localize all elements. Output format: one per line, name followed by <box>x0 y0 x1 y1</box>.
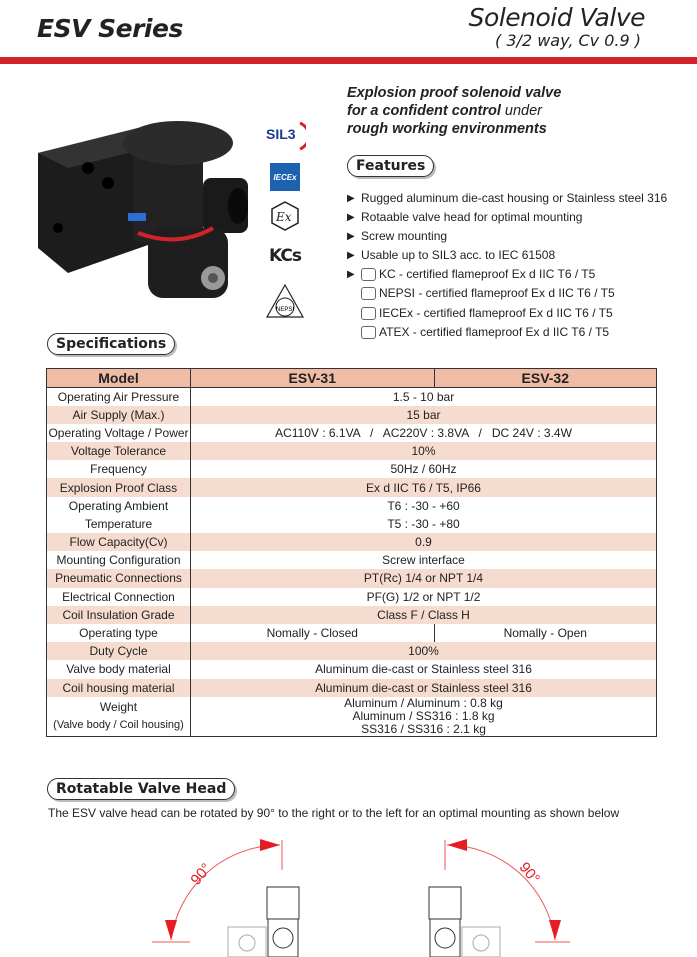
header-divider <box>0 57 697 64</box>
cert-nepsi-icon <box>361 287 376 300</box>
table-row <box>47 460 657 478</box>
rotation-diagram-left <box>140 835 300 957</box>
spec-value: 0.9 <box>191 533 657 551</box>
rotatable-description: The ESV valve head can be rotated by 90° to the right or to the left for an optimal mounting as shown below <box>48 806 620 820</box>
bullet-triangle-icon: ▶ <box>347 268 355 280</box>
weight-value: Aluminum / SS316 : 1.8 kg <box>352 708 495 723</box>
spec-value: 100% <box>191 642 657 660</box>
spec-label: Air Supply (Max.) <box>47 406 191 424</box>
table-row <box>47 660 657 678</box>
table-row <box>47 442 657 460</box>
bullet-triangle-icon: ▶ <box>347 230 355 242</box>
feature-text: NEPSI - certified flameproof Ex d IIC T6 / T5 <box>379 286 615 300</box>
spec-label: Duty Cycle <box>47 642 191 660</box>
features-heading: Features <box>347 155 434 177</box>
spec-value-esv-31: Nomally - Closed <box>266 626 358 641</box>
angle-label-right: 90° <box>515 858 544 888</box>
atex-logo-text: Ex <box>276 210 292 224</box>
iecex-logo <box>262 162 308 192</box>
table-row <box>47 478 657 496</box>
header-model: Model <box>47 369 191 388</box>
table-header-row <box>47 369 657 388</box>
table-row <box>47 606 657 624</box>
table-row <box>47 497 657 515</box>
rotation-diagram-right <box>400 835 570 957</box>
spec-value: T5 : -30 - +80 <box>387 516 460 531</box>
atex-ex-logo <box>262 200 308 232</box>
feature-text: Rotaable valve head for optimal mounting <box>361 210 583 224</box>
table-row <box>47 679 657 697</box>
spec-label: Coil housing material <box>47 679 191 697</box>
feature-item <box>347 247 555 263</box>
tagline-line-2-bold: for a confident control <box>347 103 501 119</box>
table-row <box>47 551 657 569</box>
table-row <box>47 406 657 424</box>
spec-label: Pneumatic Connections <box>47 569 191 587</box>
table-row <box>47 624 657 642</box>
table-row <box>47 588 657 606</box>
table-row <box>47 388 657 406</box>
product-title: Solenoid Valve <box>468 3 645 32</box>
spec-value: Screw interface <box>382 553 465 568</box>
spec-label: Operating Air Pressure <box>47 388 191 406</box>
kc-logo-text: KCs <box>268 246 301 266</box>
cert-atex-icon <box>361 326 376 339</box>
table-row <box>47 515 657 533</box>
angle-label-left: 90° <box>187 860 216 889</box>
table-row <box>47 533 657 551</box>
table-row-weight <box>47 697 657 737</box>
nepsi-logo <box>262 283 308 319</box>
spec-value: 15 bar <box>191 406 657 424</box>
tagline-line-2-regular: under <box>500 103 542 119</box>
spec-label: Operating Ambient <box>47 497 191 515</box>
cert-iecex-icon <box>361 307 376 320</box>
spec-label: Explosion Proof Class <box>47 478 191 496</box>
feature-item <box>347 305 613 321</box>
spec-sublabel: (Valve body / Coil housing) <box>53 719 184 732</box>
feature-item <box>347 190 667 206</box>
spec-value: Aluminum die-cast or Stainless steel 316 <box>191 679 657 697</box>
feature-item <box>347 228 447 244</box>
bullet-triangle-icon: ▶ <box>347 249 355 261</box>
feature-text: ATEX - certified flameproof Ex d IIC T6 / T5 <box>379 325 610 339</box>
tagline-line-3: rough working environments <box>347 121 547 137</box>
tagline <box>347 84 561 138</box>
spec-label: Weight <box>99 700 138 715</box>
feature-text: IECEx - certified flameproof Ex d IIC T6 / T5 <box>379 306 613 320</box>
table-row <box>47 642 657 660</box>
spec-value: 10% <box>191 442 657 460</box>
feature-item <box>347 324 609 340</box>
valve-product-image <box>28 88 253 333</box>
spec-label: Mounting Configuration <box>47 551 191 569</box>
tagline-line-1: Explosion proof solenoid valve <box>347 85 562 101</box>
spec-label: Electrical Connection <box>47 588 191 606</box>
header-esv-32: ESV-32 <box>434 369 656 388</box>
product-subtitle: ( 3/2 way, Cv 0.9 ) <box>495 31 641 50</box>
feature-text: Rugged aluminum die-cast housing or Stainless steel 316 <box>361 191 668 205</box>
tagline-line-2 <box>347 102 561 120</box>
spec-value: T6 : -30 - +60 <box>387 498 460 513</box>
feature-item <box>347 266 595 282</box>
series-title: ESV Series <box>37 14 183 43</box>
weight-value: SS316 / SS316 : 2.1 kg <box>361 721 486 736</box>
spec-value: 50Hz / 60Hz <box>390 462 457 477</box>
feature-text: Usable up to SIL3 acc. to IEC 61508 <box>361 248 556 262</box>
spec-label: Valve body material <box>47 660 191 678</box>
bullet-triangle-icon: ▶ <box>347 211 355 223</box>
spec-label: Operating Voltage / Power <box>47 424 191 442</box>
specifications-heading: Specifications <box>47 333 175 355</box>
spec-label: Operating type <box>47 624 191 642</box>
spec-label: Flow Capacity(Cv) <box>47 533 191 551</box>
spec-value: PT(Rc) 1/4 or NPT 1/4 <box>191 569 657 587</box>
feature-item <box>347 209 582 225</box>
spec-value: Ex d IIC T6 / T5, IP66 <box>191 478 657 496</box>
nepsi-logo-text: NEPSI <box>276 307 295 313</box>
iecex-logo-text: IECEx <box>270 163 300 191</box>
weight-value: Aluminum / Aluminum : 0.8 kg <box>344 695 503 710</box>
spec-value: 1.5 - 10 bar <box>392 389 455 404</box>
bullet-triangle-icon: ▶ <box>347 192 355 204</box>
sil3-logo-text: SIL3 <box>266 126 296 142</box>
spec-label: Temperature <box>47 515 191 533</box>
table-row <box>47 424 657 442</box>
sil3-logo <box>262 118 308 154</box>
spec-value: PF(G) 1/2 or NPT 1/2 <box>366 589 481 604</box>
spec-value: AC110V : 6.1VA / AC220V : 3.8VA / DC 24V : 3.4W <box>275 425 572 440</box>
spec-value: Class F / Class H <box>191 606 657 624</box>
specifications-table <box>46 368 657 737</box>
spec-label: Voltage Tolerance <box>47 442 191 460</box>
feature-text: KC - certified flameproof Ex d IIC T6 / T5 <box>379 267 596 281</box>
spec-label: Coil Insulation Grade <box>47 606 191 624</box>
header-esv-31: ESV-31 <box>191 369 435 388</box>
kc-logo <box>262 240 308 272</box>
cert-kc-icon <box>361 268 376 281</box>
spec-value: Aluminum die-cast or Stainless steel 316 <box>315 662 532 677</box>
feature-text: Screw mounting <box>361 229 448 243</box>
spec-label: Frequency <box>47 460 191 478</box>
rotatable-heading: Rotatable Valve Head <box>47 778 235 800</box>
table-row <box>47 569 657 587</box>
spec-value-esv-32: Nomally - Open <box>434 624 656 642</box>
feature-item <box>347 285 615 301</box>
